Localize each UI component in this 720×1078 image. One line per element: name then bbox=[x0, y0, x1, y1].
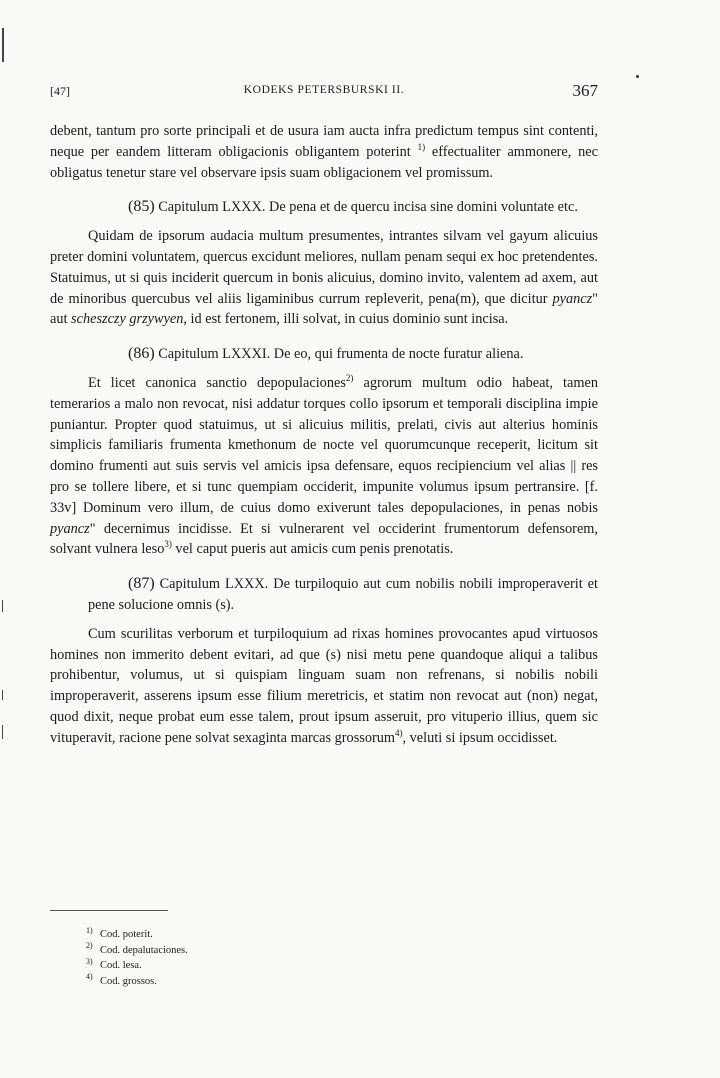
chapter-number: (86) bbox=[128, 345, 155, 363]
page-header bbox=[50, 82, 598, 102]
scan-edge-mark bbox=[2, 28, 4, 62]
scan-edge-mark bbox=[2, 600, 3, 612]
page-number: 367 bbox=[572, 81, 598, 100]
chapter-title: Capitulum LXXX. De turpiloquio aut cum nobilis nobili improperaverit et pene solucione omnis (s). bbox=[88, 576, 598, 613]
chapter-heading-85 bbox=[50, 197, 598, 218]
footnote-ref: 4) bbox=[395, 727, 403, 738]
chapter-number: (87) bbox=[128, 575, 155, 593]
footnote-ref: 2) bbox=[345, 373, 354, 384]
chapter-heading-87 bbox=[50, 574, 598, 616]
chapter-body-85: Quidam de ipsorum audacia multum presumentes, intrantes silvam vel gayum alicuius preter domini voluntatem, quercus excidunt meliores, nullam penam sequi ex hoc pretendentes. Statuimus, ut si quis inciderit quercum in bonis alicuius, domino invito, valentem ad axem, aut de minoribus quercubus vel aliis ligaminibus currum repleverit, pena(m), que dicitur pyancz" aut scheszczy grzywyen, id est fertonem, illi solvat, in cuius dominio sunt incisa. bbox=[50, 228, 598, 328]
scan-speck bbox=[636, 75, 639, 78]
footnote-ref: 3) bbox=[164, 539, 172, 550]
footnote: 1) Cod. poterit. bbox=[86, 925, 153, 940]
chapter-title: Capitulum LXXX. De pena et de quercu incisa sine domini voluntate etc. bbox=[154, 199, 578, 216]
intro-paragraph: debent, tantum pro sorte principali et de usura iam aucta infra predictum tempus sint contenti, neque per eandem litteram obligacionis obligantem poterint $^{1)}$ effectualiter ammonere, nec obligatus tenetur stare vel observare ipsis suam obligacionem vel promissum. bbox=[50, 123, 598, 181]
footnote: 3) Cod. lesa. bbox=[86, 956, 142, 971]
running-title: KODEKS PETERSBURSKI II. bbox=[243, 84, 405, 96]
footnote: 2) Cod. depalutaciones. bbox=[86, 941, 188, 956]
footnote-ref: 1) bbox=[417, 142, 426, 153]
footnote-divider bbox=[50, 910, 168, 911]
chapter-number: (85) bbox=[128, 198, 155, 216]
chapter-body-86: Et licet canonica sanctio depopulaciones$^{2)}$ agrorum multum odio habeat, tamen temerarios a malo non revocat, nisi addatur torques collo ipsorum et temporali disciplina impie puniantur. Propter quod statuimus, ut si alicuius militis, prelati, civis aut alterius hominis simplicis familiaris frumenta kmethonum de nocte vel quorumcunque receperit, licitum sit domino frumenti aut suis servis vel amicis ipsa defensare, equos recipiencium vel alias || res pro se tollere libere, et si tunc quempiam occiderit, impunite volumus ipsum pertransire. [f. 33v] Dominum vero illum, de cuius domo exiverunt tales depopulaciones, in penas nobis pyancz" decernimus incidisse. Et si vulnerarent vel occiderint frumentorum defensorem, solvant vulnera leso$^{3)}$ vel caput pueris aut amicis cum penis prenotatis. bbox=[50, 373, 598, 558]
scan-edge-mark bbox=[2, 725, 3, 739]
main-text bbox=[50, 121, 598, 749]
footnote: 4) Cod. grossos. bbox=[86, 972, 157, 987]
chapter-title: Capitulum LXXXI. De eo, qui frumenta de nocte furatur aliena. bbox=[154, 346, 524, 363]
footnotes bbox=[86, 927, 486, 989]
chapter-heading-86 bbox=[50, 344, 598, 365]
scan-edge-mark bbox=[2, 690, 3, 700]
page-reference: [47] bbox=[50, 84, 70, 98]
chapter-body-87: Cum scurilitas verborum et turpiloquium ad rixas homines provocantes apud virtuosos homines non immerito debent evitari, ad que (s) nisi metu pene quandoque aliqui a talibus prohibentur, volumus, ut si quispiam linguam suam non refrenans, si nobilis nobili improperaverit, asserens ipsum esse filium meretricis, et statim non revocat aut (non) negat, quod dixit, neque probat eum esse talem, prout ipsum asseruit, pro vituperio illius, quem sic vituperavit, racione pene solvat sexaginta marcas grossorum$^{4)}$, veluti si ipsum occidisset. bbox=[50, 625, 598, 746]
